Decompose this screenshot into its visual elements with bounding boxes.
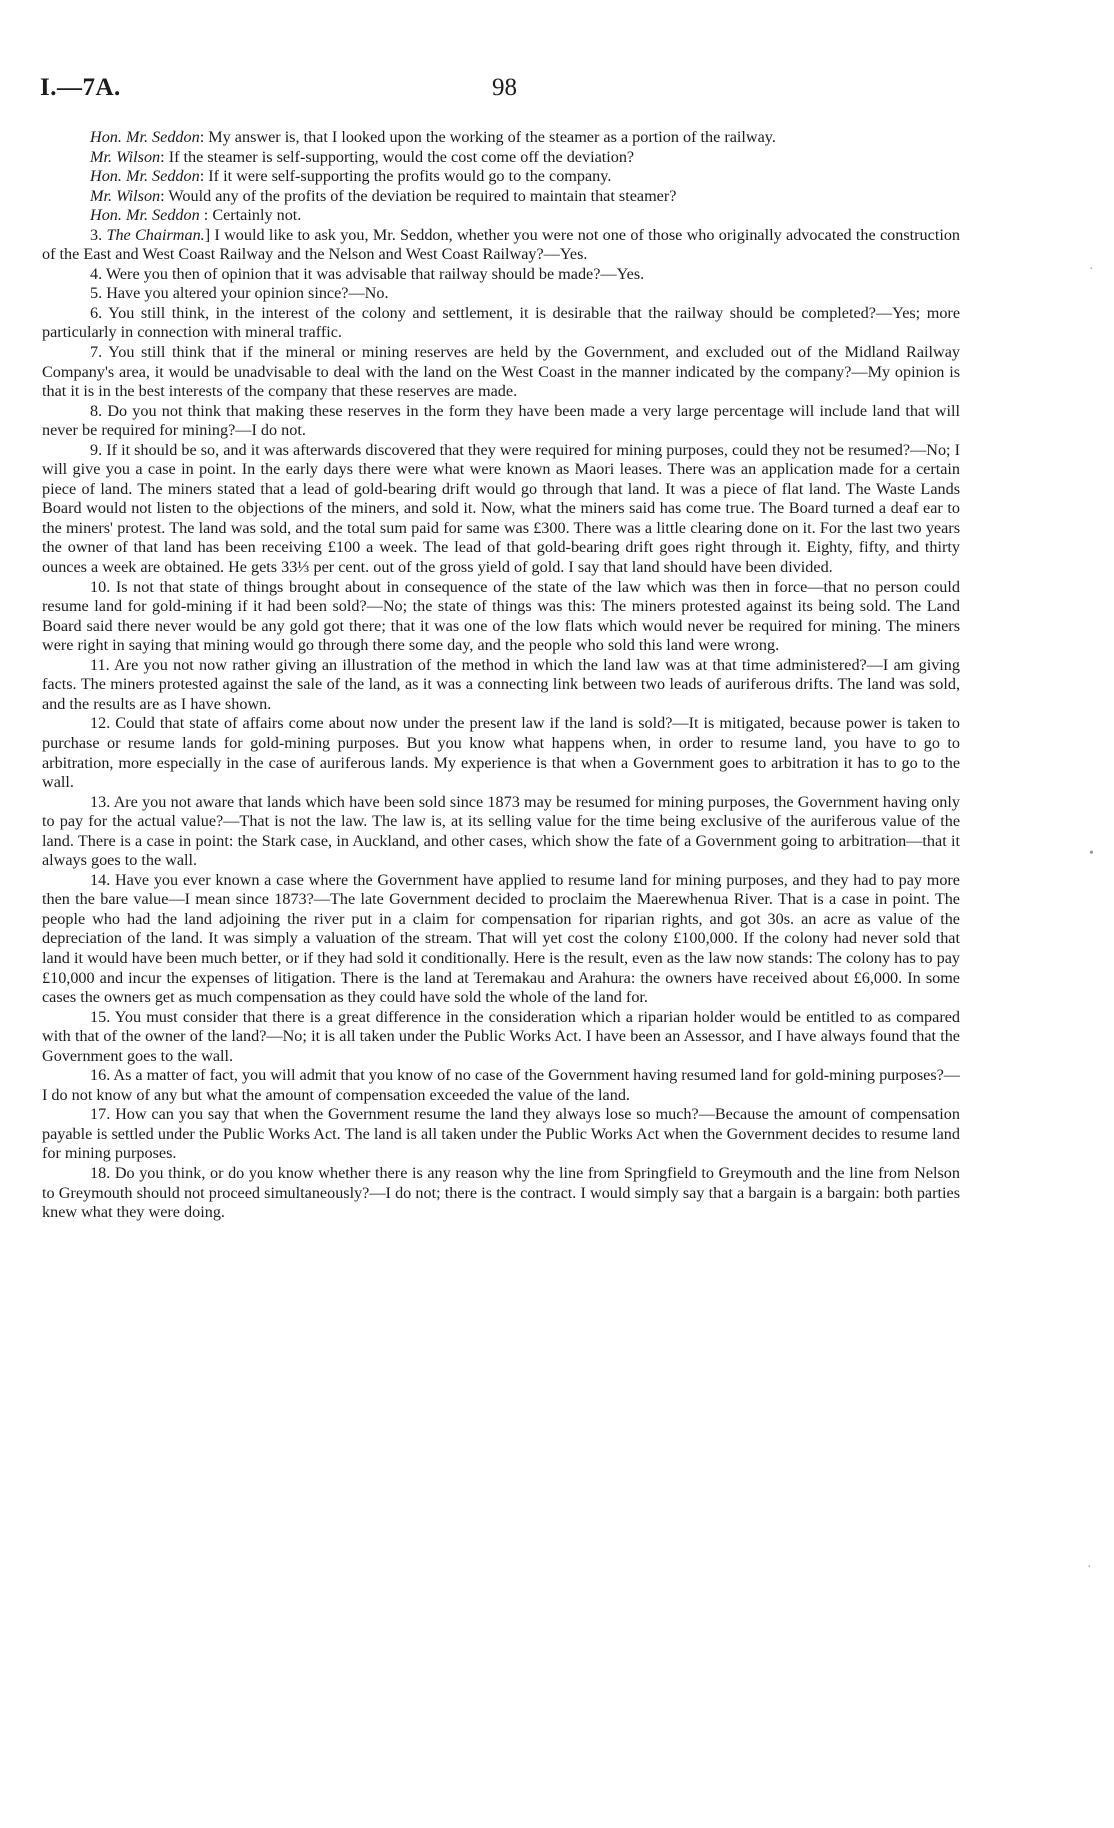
- page-header: [0, 74, 1114, 104]
- testimony-paragraph: [42, 343, 960, 402]
- paragraph-text: 15. You must consider that there is a great difference in the consideration which a riparian holder would be entitled to as compared with that of the owner of the land?—No; it is all taken under the Public Works Act. I have been an Assessor, and I have always found that the Government goes to the wall.: [42, 1007, 960, 1065]
- paragraph-text: My answer is, that I looked upon the working of the steamer as a portion of the railway.: [208, 128, 776, 146]
- paragraph-text: If it were self-supporting the profits would go to the company.: [208, 167, 612, 186]
- paragraph-text: I would like to ask you, Mr. Seddon, whether you were not one of those who originally advocated the construction of the East and West Coast Railway and the Nelson and West Coast Railway?—Yes.: [42, 225, 961, 264]
- testimony-paragraph: [42, 206, 960, 226]
- testimony-paragraph: [42, 578, 960, 656]
- question-number: 3.: [90, 225, 107, 244]
- margin-mark: •: [1089, 846, 1094, 861]
- testimony-paragraph: [42, 1164, 960, 1223]
- paragraph-text: 7. You still think that if the mineral or mining reserves are held by the Government, and excluded out of the Midland Railway Company's area, it would be unadvisable to deal with the land on the West Coast in the manner indicated by the company?—My opinion is that it is in the best interests of the company that these reserves are made.: [42, 343, 960, 401]
- speaker-separator: :: [199, 206, 213, 225]
- testimony-paragraph: [42, 128, 960, 148]
- testimony-paragraph: [42, 226, 960, 265]
- speaker-name: Mr. Wilson: [90, 186, 161, 205]
- paragraph-text: 8. Do you not think that making these reserves in the form they have been made a very large percentage will include land that will never be required for mining?—I do not.: [42, 401, 960, 440]
- speaker-separator: ]: [204, 225, 215, 244]
- speaker-name: Hon. Mr. Seddon: [90, 167, 200, 186]
- testimony-paragraph: [42, 265, 960, 285]
- speaker-name: Hon. Mr. Seddon: [90, 128, 200, 146]
- testimony-paragraph: [42, 304, 960, 343]
- testimony-paragraph: [42, 167, 960, 187]
- testimony-paragraph: [42, 714, 960, 792]
- testimony-paragraph: [42, 441, 960, 578]
- paragraph-text: 11. Are you not now rather giving an illustration of the method in which the land law was at that time administered?—I am giving facts. The miners protested against the sale of the land, as it was a connecting link between two leads of auriferous drifts. The land was sold, and the results are as I have shown.: [42, 655, 960, 713]
- paragraph-text: 10. Is not that state of things brought about in consequence of the state of the law which was then in force—that no person could resume land for gold-mining if it had been sold?—No; the state of things was this: The miners protested against its being sold. The Land Board said there never would be any gold got there; that it was one of the low flats which would never be required for mining. The miners were right in saying that mining would go through there some day, and the people who sold this land were wrong.: [42, 577, 960, 655]
- paragraph-text: 4. Were you then of opinion that it was advisable that railway should be made?—Yes.: [90, 264, 645, 283]
- paragraph-text: 9. If it should be so, and it was afterwards discovered that they were required for mining purposes, could they not be resumed?—No; I will give you a case in point. In the early days there were what were known as Maori leases. There was an application made for a certain piece of land. The miners stated that a lead of gold-bearing drift would go through that land. It was a piece of flat land. The Waste Lands Board would not listen to the objections of the miners, and sold it. Now, what the miners said has come true. The Board turned a deaf ear to the miners' protest. The land was sold, and the total sum paid for same was £300. There was a little clearing done on it. For the last two years the owner of that land has been receiving £100 a week. The lead of that gold-bearing drift goes right through it. Eighty, fifty, and thirty ounces a week are obtained. He gets 33⅓ per cent. out of the gross yield of gold. I say that land should have been divided.: [42, 440, 960, 577]
- testimony-body: [42, 128, 960, 1223]
- paragraph-text: 16. As a matter of fact, you will admit that you know of no case of the Government having resumed land for gold-mining purposes?—I do not know of any but what the amount of compensation exceeded the value of the land.: [42, 1066, 960, 1104]
- document-reference: I.—7A.: [40, 74, 121, 101]
- paragraph-text: Certainly not.: [212, 206, 302, 225]
- testimony-paragraph: [42, 656, 960, 715]
- paragraph-text: If the steamer is self-supporting, would the cost come off the deviation?: [168, 147, 635, 166]
- testimony-paragraph: [42, 1105, 960, 1164]
- testimony-paragraph: [42, 871, 960, 1008]
- speaker-separator: :: [199, 167, 209, 186]
- testimony-paragraph: [42, 148, 960, 168]
- speaker-name: The Chairman.: [106, 225, 205, 244]
- paragraph-text: 14. Have you ever known a case where the Government have applied to resume land for mining purposes, and they had to pay more then the bare value—I mean since 1873?—The late Government decided to proclaim the Maerewhenua River. That is a case in point. The people who had the land adjoining the river put in a claim for compensation for riparian rights, and got 30s. an acre as value of the depreciation of the land. It was simply a valuation of the stream. That will yet cost the colony £100,000. If the colony had never sold that land it would have been much better, or if they had sold it conditionally. Here is the result, even as the law now stands: The colony has to pay £10,000 and incur the expenses of litigation. There is the land at Teremakau and Arahura: the owners have received about £6,000. In some cases the owners get as much compensation as they could have sold the whole of the land for.: [42, 870, 960, 1007]
- margin-mark: ·: [1087, 1560, 1092, 1575]
- speaker-separator: :: [199, 128, 209, 146]
- testimony-paragraph: [42, 284, 960, 304]
- testimony-paragraph: [42, 793, 960, 871]
- paragraph-text: 13. Are you not aware that lands which have been sold since 1873 may be resumed for mining purposes, the Government having only to pay for the actual value?—That is not the law. The law is, at its selling value for the time being exclusive of the auriferous value of the land. There is a case in point: the Stark case, in Auckland, and other cases, which show the fate of a Government going to arbitration—that it always goes to the wall.: [42, 792, 960, 870]
- paragraph-text: 5. Have you altered your opinion since?—No.: [90, 284, 389, 303]
- paragraph-text: 6. You still think, in the interest of the colony and settlement, it is desirable that the railway should be completed?—Yes; more particularly in connection with mineral traffic.: [42, 303, 960, 342]
- speaker-separator: :: [160, 147, 169, 166]
- paragraph-text: Would any of the profits of the deviation be required to maintain that steamer?: [168, 186, 677, 205]
- speaker-name: Hon. Mr. Seddon: [90, 206, 200, 225]
- testimony-paragraph: [42, 1008, 960, 1067]
- margin-mark: ·: [1089, 262, 1094, 277]
- testimony-paragraph: [42, 402, 960, 441]
- paragraph-text: 17. How can you say that when the Government resume the land they always lose so much?—Because the amount of compensation payable is settled under the Public Works Act. The land is all taken under the Public Works Act when the Government decides to resume land for mining purposes.: [42, 1105, 960, 1163]
- speaker-separator: :: [160, 186, 169, 205]
- testimony-paragraph: [42, 1066, 960, 1105]
- speaker-name: Mr. Wilson: [90, 147, 161, 166]
- testimony-paragraph: [42, 187, 960, 207]
- paragraph-text: 12. Could that state of affairs come about now under the present law if the land is sold?—It is mitigated, because power is taken to purchase or resume lands for gold-mining purposes. But you know what happens when, in order to resume land, you have to go to arbitration, more especially in the case of auriferous lands. My experience is that when a Government goes to arbitration it has to go to the wall.: [42, 714, 960, 792]
- paragraph-text: 18. Do you think, or do you know whether there is any reason why the line from Springfield to Greymouth and the line from Nelson to Greymouth should not proceed simultaneously?—I do not; there is the contract. I would simply say that a bargain is a bargain: both parties knew what they were doing.: [42, 1163, 960, 1222]
- page-number: 98: [492, 74, 517, 101]
